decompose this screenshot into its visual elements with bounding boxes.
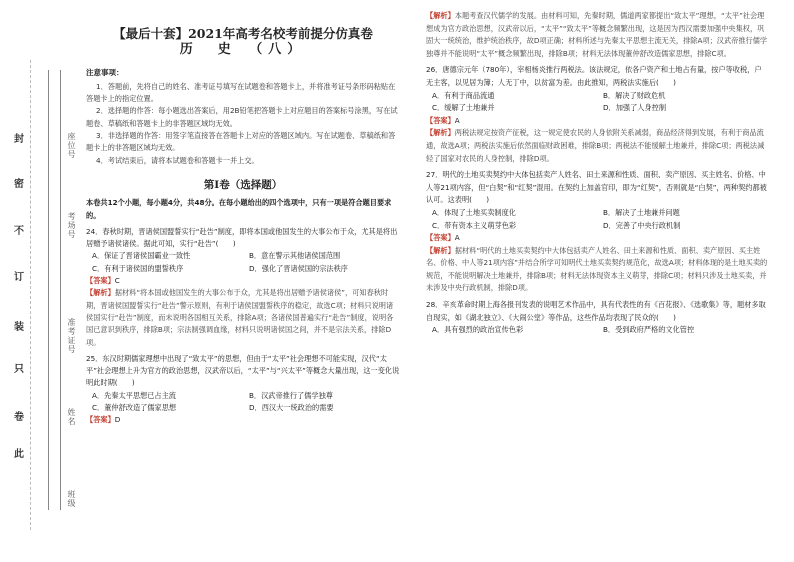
option-a: A．具有强烈的政治宣传色彩 xyxy=(432,325,524,335)
answer-line xyxy=(86,414,400,426)
right-column xyxy=(426,10,768,337)
binding-char: 订 xyxy=(14,272,24,283)
note-item: 3．非选择题的作答：用签字笔直接答在答题卡上对应的答题区域内。写在试题卷、草稿纸和答题卡上的非答题区域均无效。 xyxy=(86,131,396,153)
note-item: 1．答题前，先将自己的姓名、准考证号填写在试题卷和答题卡上，并将准考证号条形码粘贴在答题卡上的指定位置。 xyxy=(86,81,396,104)
section-intro: 本卷共12个小题，每小题4分，共48分。在每小题给出的四个选项中，只有一项是符合题目要求的。 xyxy=(86,198,392,220)
option-c: C．有利于诸侯国的盟誓秩序 xyxy=(92,263,184,273)
binding-line xyxy=(48,70,49,510)
question-options xyxy=(426,207,768,232)
question-stem: 26．唐德宗元年（780年），宰相杨炎推行两税法。该法规定，依各户资产和土地占有量，按户等收税，户无主客，以见居为簿；人无丁中，以贫富为差。由此推知，两税法实施后( ) xyxy=(426,65,762,87)
question-28 xyxy=(426,299,768,337)
exam-number-label: 准考证号 xyxy=(67,318,76,354)
answer-value: D xyxy=(114,415,121,425)
seat-number-label: 座位号 xyxy=(67,132,76,159)
answer-value: C xyxy=(114,276,120,286)
option-b: B．解决了财政危机 xyxy=(603,90,666,100)
answer-line xyxy=(86,275,400,287)
analysis xyxy=(426,10,768,60)
option-b: B．汉武帝推行了儒学独尊 xyxy=(249,390,333,400)
analysis xyxy=(86,287,400,348)
question-stem: 25．东汉时期儒家理想中出现了“致太平”的思想，但由于“太平”社会理想不可能实现，汉代“太平”社会理想上升为官方的政治思想，汉武帝以后，“太平”与“兴太平”等概念大量出现，这一变化说明此时期( ) xyxy=(86,353,400,388)
question-options xyxy=(426,324,768,337)
question-26 xyxy=(426,64,768,165)
binding-char: 不 xyxy=(14,226,24,237)
exam-title: 【最后十套】2021年高考名校考前提分仿真卷 xyxy=(113,26,373,41)
option-c: C．董仲舒改造了儒家思想 xyxy=(92,403,177,413)
option-a: A．保证了晋诸侯国霸业一致性 xyxy=(92,251,191,261)
answer-tag: 【答案】 xyxy=(426,233,455,243)
option-a: A．先秦太平思想已占主流 xyxy=(92,390,176,400)
option-d: D．强化了晋诸侯国的宗法秩序 xyxy=(249,263,348,273)
analysis-text: 本题考查汉代儒学的发展。由材料可知，先秦时期，儒道两家都提出“致太平”理想，“太平”社会理想成为官方政治思想，汉武帝以后，“太平”“致太平”等概念频繁出现，这是因为西汉需要加强中央集权，巩固大一统统治，维护统治秩序，故D项正确；材料所述与先秦太平思想主流无关，排除A项；汉武帝推行儒学独尊并不能说明“太平”概念频繁出现，排除B项；材料无法体现董仲舒改造儒家思想，排除C项。 xyxy=(426,11,768,58)
analysis-tag: 【解析】 xyxy=(426,245,455,255)
note-item: 2．选择题的作答：每小题选出答案后，用2B铅笔把答题卡上对应题目的答案标号涂黑，写在试题卷、草稿纸和答题卡上的非答题区域均无效。 xyxy=(86,106,398,128)
analysis-text: 据材料“将本国或他国发生的大事公布于众，尤其是将出居赠予诸侯诸侯”，可知春秋时期，晋诸侯国盟誓实行“赴告”警示原则，有利于诸侯国盟誓秩序的稳定，故选C项；材料只说明诸侯国实行“赴告”制度，而未说明各国相互关系，排除A项；各诸侯国普遍实行“赴告”制度，说明各国已意识到秩序，排除B项；宗法制强调血缘，材料只说明诸侯国之间，并不是宗法关系，排除D项。 xyxy=(86,288,394,347)
answer-tag: 【答案】 xyxy=(86,415,115,425)
binding-char: 此 xyxy=(14,449,24,460)
analysis-tag: 【解析】 xyxy=(426,11,455,20)
option-b: B．受到政府严格的文化管控 xyxy=(603,325,695,335)
notes-heading: 注意事项： xyxy=(86,67,124,77)
left-column xyxy=(86,28,400,427)
name-label: 姓名 xyxy=(67,408,76,426)
binding-char: 密 xyxy=(14,179,24,190)
binding-dash xyxy=(30,60,31,530)
exam-room-label: 考场号 xyxy=(67,212,76,239)
option-d: D．西汉大一统政治的需要 xyxy=(249,403,334,413)
question-options xyxy=(86,390,400,415)
option-d: D．完善了中央行政机制 xyxy=(603,220,681,230)
question-stem: 24．春秋时期，晋诸侯国盟誓实行“赴告”制度，即将本国或他国发生的大事公布于众，尤其是将出居赠予诸侯诸侯。据此可知，实行“赴告”( ) xyxy=(86,226,398,249)
analysis xyxy=(426,127,768,165)
option-d: D．加强了人身控制 xyxy=(603,103,667,113)
binding-char: 装 xyxy=(14,322,24,333)
class-label: 班级 xyxy=(67,490,76,508)
option-a: A．有利于商品流通 xyxy=(432,90,495,100)
question-stem: 28．辛亥革命时期上海各报刊发表的说唱艺术作品中，具有代表性的有《百花报》、《选歌集》等，题材多取自现实，如《湖北独立》、《大闹公堂》等作品，这些作品均表现了民众的( ) xyxy=(426,300,766,322)
analysis-tag: 【解析】 xyxy=(86,288,115,298)
question-stem: 27．明代的土地买卖契约中大体包括卖产人姓名、田土来源和性质、面积、卖产原因、买主姓名、价格、中人等21项内容，但“白契”和“红契”混用。在契约上加盖官印，即为“红契”，否则就是“白契”，两种契约都被认可。这表明( ) xyxy=(426,170,767,205)
binding-line xyxy=(60,70,61,510)
option-c: C．带有资本主义萌芽色彩 xyxy=(432,220,517,230)
option-b: B．解决了土地兼并问题 xyxy=(603,207,680,217)
question-27 xyxy=(426,169,768,295)
binding-margin xyxy=(0,0,86,562)
question-options xyxy=(86,250,400,275)
note-item: 4．考试结束后，请将本试题卷和答题卡一并上交。 xyxy=(96,155,259,165)
analysis-text: 两税法规定按资产征税，这一规定使农民的人身依附关系减弱，商品经济得到发展，有利于商品流通，故选A项；两税法实施后依然面临财政困难，排除B项；两税法不能缓解土地兼并，排除C项；两税法减轻了国家对农民的人身控制，排除D项。 xyxy=(426,128,765,163)
binding-char: 封 xyxy=(14,134,24,145)
binding-char: 卷 xyxy=(14,412,24,423)
option-c: C．缓解了土地兼并 xyxy=(432,103,495,113)
section-title: 第Ⅰ卷（选择题） xyxy=(203,178,283,191)
answer-tag: 【答案】 xyxy=(426,115,455,125)
subject-title: 历 史 （八） xyxy=(179,42,307,58)
answer-value: A xyxy=(454,115,460,125)
option-a: A．体现了土地买卖制度化 xyxy=(432,207,516,217)
question-24 xyxy=(86,226,400,349)
answer-value: A xyxy=(454,233,460,243)
answer-line xyxy=(426,232,768,245)
answer-line xyxy=(426,115,768,128)
analysis-text: 据材料“明代的土地买卖契约中大体包括卖产人姓名、田土来源和性质、面积、卖产原因、买主姓名、价格、中人等21项内容”并结合所学可知明代土地买卖契约规范化，故选A项；材料体现的是土地买卖的规范，不能说明解决土地兼并，排除B项；材料无法体现资本主义萌芽，排除C项；材料只涉及土地买卖，并未涉及中央行政机制，排除D项。 xyxy=(426,245,768,293)
option-b: B．意在警示其他诸侯国范围 xyxy=(249,251,341,261)
question-25 xyxy=(86,353,400,427)
analysis-tag: 【解析】 xyxy=(426,128,455,138)
answer-tag: 【答案】 xyxy=(86,276,115,286)
analysis xyxy=(426,245,768,295)
question-options xyxy=(426,90,768,115)
binding-char: 只 xyxy=(14,364,24,375)
